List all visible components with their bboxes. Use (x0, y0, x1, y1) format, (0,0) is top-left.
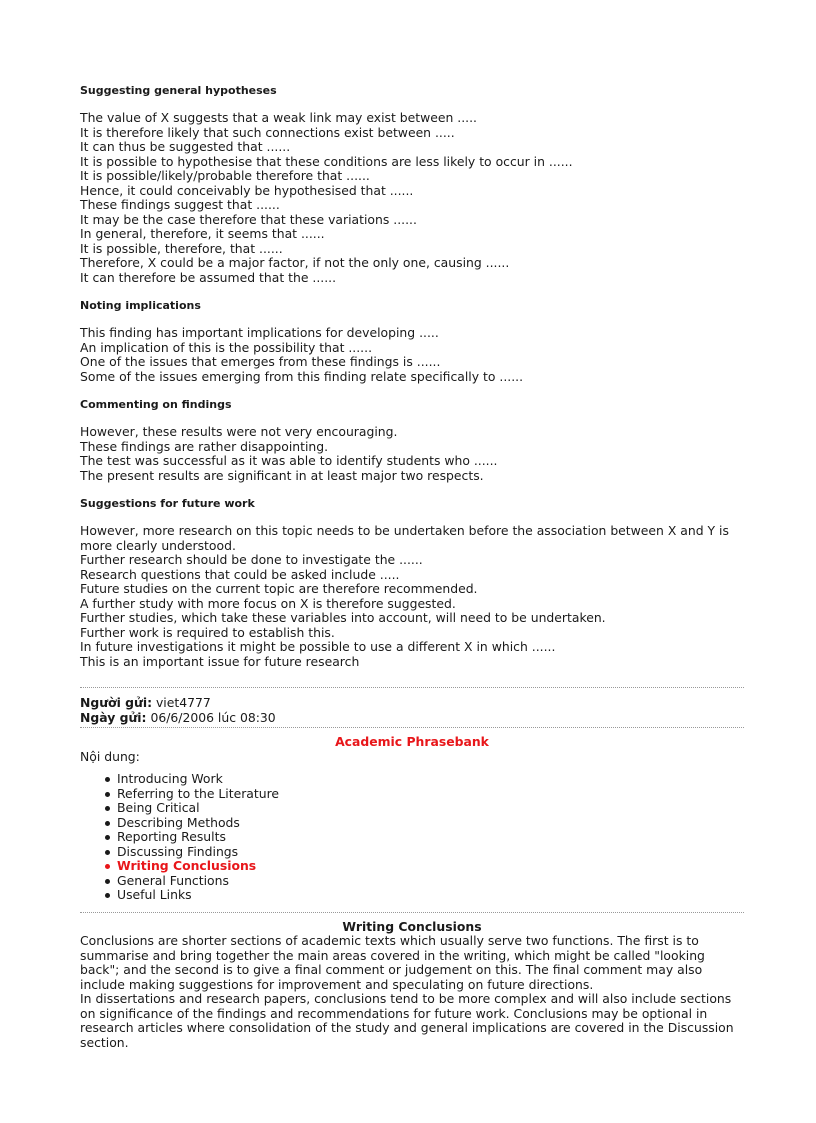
section-heading: Commenting on findings (80, 398, 232, 411)
phrase-line: It can therefore be assumed that the ...... (80, 269, 337, 285)
phrase-line: It can thus be suggested that ...... (80, 139, 291, 154)
section-commenting-findings (80, 398, 744, 483)
phrase-line: Research questions that could be asked include ..... (80, 566, 400, 582)
phrase-line: However, these results were not very encouraging. (80, 424, 398, 439)
divider (80, 912, 744, 913)
phrase-line: An implication of this is the possibility that ...... (80, 339, 373, 355)
phrase-line: It is possible, therefore, that ...... (80, 240, 283, 256)
phrase-line: It may be the case therefore that these variations ...... (80, 211, 417, 227)
phrase-line: Future studies on the current topic are therefore recommended. (80, 581, 478, 596)
toc-item-describing-methods[interactable]: Describing Methods (117, 816, 744, 831)
phrase-line: It is possible/likely/probable therefore that ...... (80, 168, 370, 183)
phrase-line: Some of the issues emerging from this finding relate specifically to ...... (80, 368, 524, 384)
phrase-line: In general, therefore, it seems that ...... (80, 226, 325, 241)
toc-item-introducing-work[interactable]: Introducing Work (117, 772, 744, 787)
phrase-line: Further research should be done to investigate the ...... (80, 552, 423, 567)
phrase-line: The value of X suggests that a weak link may exist between ..... (80, 110, 477, 125)
section-future-work (80, 497, 744, 669)
section-suggesting-hypotheses (80, 84, 744, 285)
section-noting-implications (80, 299, 744, 384)
date-line (80, 711, 744, 726)
conclusions-paragraph: Conclusions are shorter sections of academic texts which usually serve two functions. The first is to summarise and bring together the main areas covered in the writing, which might be called "looking back"; and the second is to give a final comment or judgement on this. The final comment may also include making suggestions for improvement and speculating on future directions. (80, 933, 705, 992)
section-heading: Suggestions for future work (80, 497, 255, 510)
document-page (80, 84, 744, 1050)
phrase-line: A further study with more focus on X is therefore suggested. (80, 595, 456, 611)
phrase-line: This is an important issue for future research (80, 653, 360, 669)
phrase-line: One of the issues that emerges from these findings is ...... (80, 354, 441, 369)
toc-item-being-critical[interactable]: Being Critical (117, 801, 744, 816)
phrase-line: Hence, it could conceivably be hypothesised that ...... (80, 182, 414, 198)
contents-list (80, 772, 744, 903)
phrase-line: This finding has important implications for developing ..... (80, 325, 439, 340)
toc-item-discussing-findings[interactable]: Discussing Findings (117, 845, 744, 860)
phrase-line: It is possible to hypothesise that these conditions are less likely to occur in ...... (80, 153, 573, 169)
conclusions-paragraph: In dissertations and research papers, conclusions tend to be more complex and will also include sections on significance of the findings and recommendations for future work. Conclusions may be optional in research articles where consolidation of the study and general implications are covered in the Discussion section. (80, 991, 734, 1050)
section-heading: Noting implications (80, 299, 201, 312)
conclusions-title: Writing Conclusions (342, 918, 482, 934)
phrase-list (80, 524, 744, 669)
phrasebank-title[interactable]: Academic Phrasebank (335, 734, 489, 749)
toc-item-reporting-results[interactable]: Reporting Results (117, 830, 744, 845)
date-label: Ngày gửi: (80, 709, 147, 725)
contents-label: Nội dung: (80, 748, 140, 764)
phrase-line: The test was successful as it was able to identify students who ...... (80, 453, 498, 468)
post-meta (80, 696, 744, 725)
phrase-list (80, 425, 744, 483)
phrase-line: These findings suggest that ...... (80, 197, 280, 212)
phrase-line: These findings are rather disappointing. (80, 438, 329, 454)
toc-item-general-functions[interactable]: General Functions (117, 874, 744, 889)
phrase-line: However, more research on this topic needs to be undertaken before the association between X and Y is more clearly understood. (80, 523, 729, 553)
toc-item-writing-conclusions[interactable]: Writing Conclusions (117, 859, 744, 874)
sender-value: viet4777 (152, 695, 211, 710)
divider (80, 727, 744, 728)
phrase-line: Further work is required to establish this. (80, 624, 335, 640)
toc-item-referring-literature[interactable]: Referring to the Literature (117, 787, 744, 802)
sender-label: Người gửi: (80, 695, 153, 710)
date-value: 06/6/2006 lúc 08:30 (146, 709, 276, 725)
divider (80, 687, 744, 688)
sender-line (80, 696, 744, 711)
phrase-list (80, 326, 744, 384)
toc-item-useful-links[interactable]: Useful Links (117, 888, 744, 903)
phrase-line: It is therefore likely that such connections exist between ..... (80, 124, 455, 140)
section-heading: Suggesting general hypotheses (80, 84, 277, 97)
phrase-line: Further studies, which take these variables into account, will need to be undertaken. (80, 610, 606, 625)
phrase-line: In future investigations it might be possible to use a different X in which ...... (80, 639, 556, 654)
phrase-list (80, 111, 744, 285)
phrase-line: The present results are significant in at least major two respects. (80, 467, 484, 483)
phrase-line: Therefore, X could be a major factor, if not the only one, causing ...... (80, 255, 510, 270)
